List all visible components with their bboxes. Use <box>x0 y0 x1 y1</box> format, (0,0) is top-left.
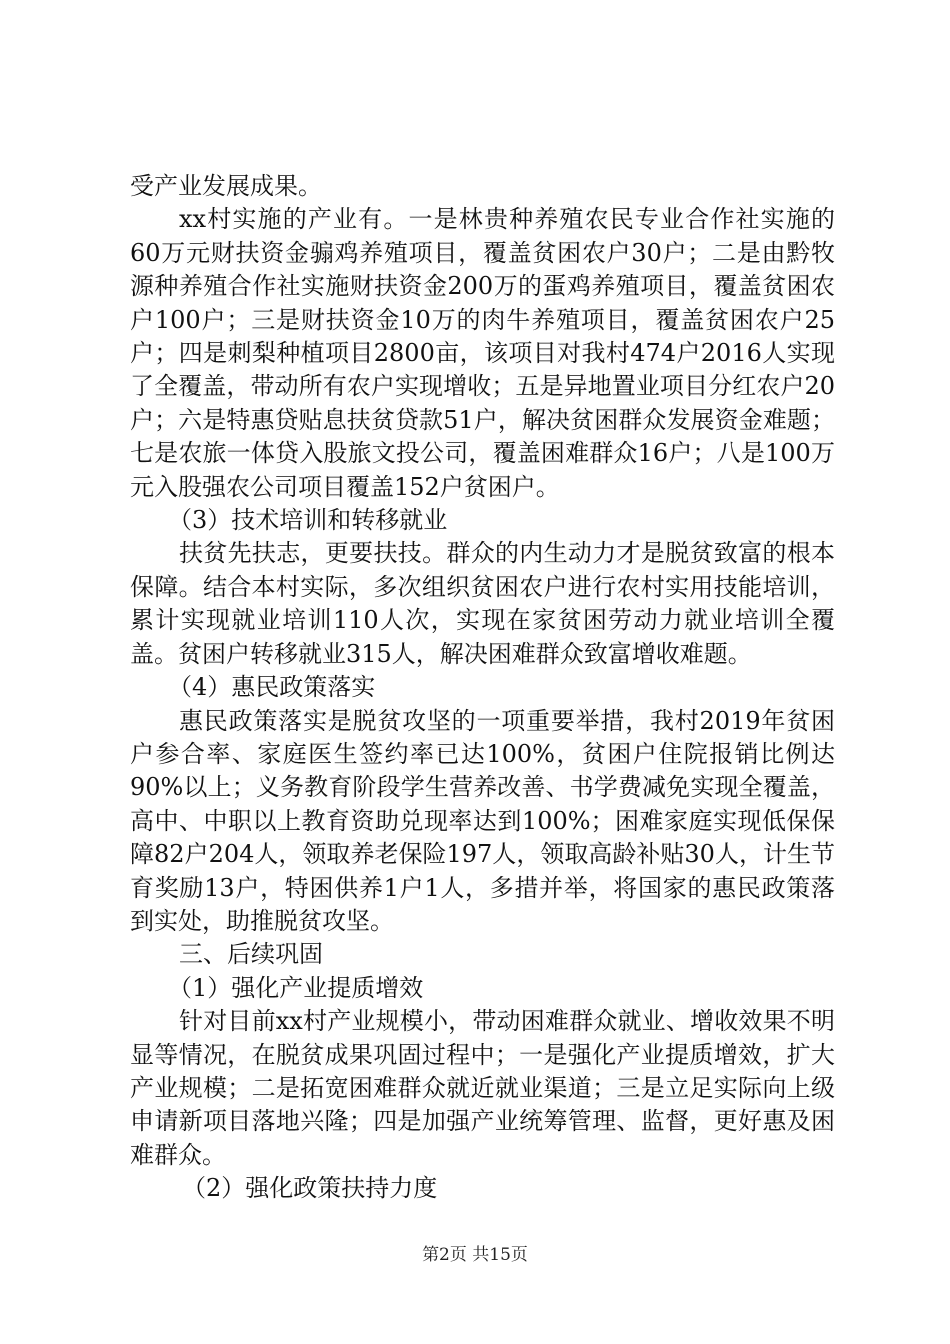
subheading-policy-support: （2）强化政策扶持力度 <box>182 1174 438 1203</box>
subheading-industry-quality: （1）强化产业提质增效 <box>168 973 424 1002</box>
subheading-policy: （4）惠民政策落实 <box>168 673 376 702</box>
subheading-training: （3）技术培训和转移就业 <box>168 506 448 535</box>
document-body <box>130 170 835 1206</box>
paragraph-industries: xx村实施的产业有。一是林贵种养殖农民专业合作社实施的60万元财扶资金骟鸡养殖项目，覆盖贫困农户30户；二是由黔牧源种养殖合作社实施财扶资金200万的蛋鸡养殖项目，覆盖贫困农户100户；三是财扶资金10万的肉牛养殖项目，覆盖贫困农户25户；四是刺梨种植项目2800亩，该项目对我村474户2016人实现了全覆盖，带动所有农户实现增收；五是异地置业项目分红农户20户；六是特惠贷贴息扶贫贷款51户，解决贫困群众发展资金难题；七是农旅一体贷入股旅文投公司，覆盖困难群众16户；八是100万元入股强农公司项目覆盖152户贫困户。 <box>130 205 835 501</box>
section-heading-consolidation: 三、后续巩固 <box>179 940 323 969</box>
paragraph-training: 扶贫先扶志，更要扶技。群众的内生动力才是脱贫致富的根本保障。结合本村实际，多次组织贫困农户进行农村实用技能培训，累计实现就业培训110人次，实现在家贫困劳动力就业培训全覆盖。贫困户转移就业315人，解决困难群众致富增收难题。 <box>130 539 835 668</box>
page-footer: 第2页 共15页 <box>422 1245 528 1265</box>
paragraph-policy: 惠民政策落实是脱贫攻坚的一项重要举措，我村2019年贫困户参合率、家庭医生签约率已达100%，贫困户住院报销比例达90%以上；义务教育阶段学生营养改善、书学费减免实现全覆盖，高中、中职以上教育资助兑现率达到100%；困难家庭实现低保保障82户204人，领取养老保险197人，领取高龄补贴30人，计生节育奖励13户，特困供养1户1人，多措并举，将国家的惠民政策落到实处，助推脱贫攻坚。 <box>130 706 835 935</box>
paragraph-industry-quality: 针对目前xx村产业规模小，带动困难群众就业、增收效果不明显等情况，在脱贫成果巩固过程中；一是强化产业提质增效，扩大产业规模；二是拓宽困难群众就近就业渠道；三是立足实际向上级申请新项目落地兴隆；四是加强产业统筹管理、监督，更好惠及困难群众。 <box>130 1007 835 1169</box>
paragraph-continuation: 受产业发展成果。 <box>130 172 322 200</box>
